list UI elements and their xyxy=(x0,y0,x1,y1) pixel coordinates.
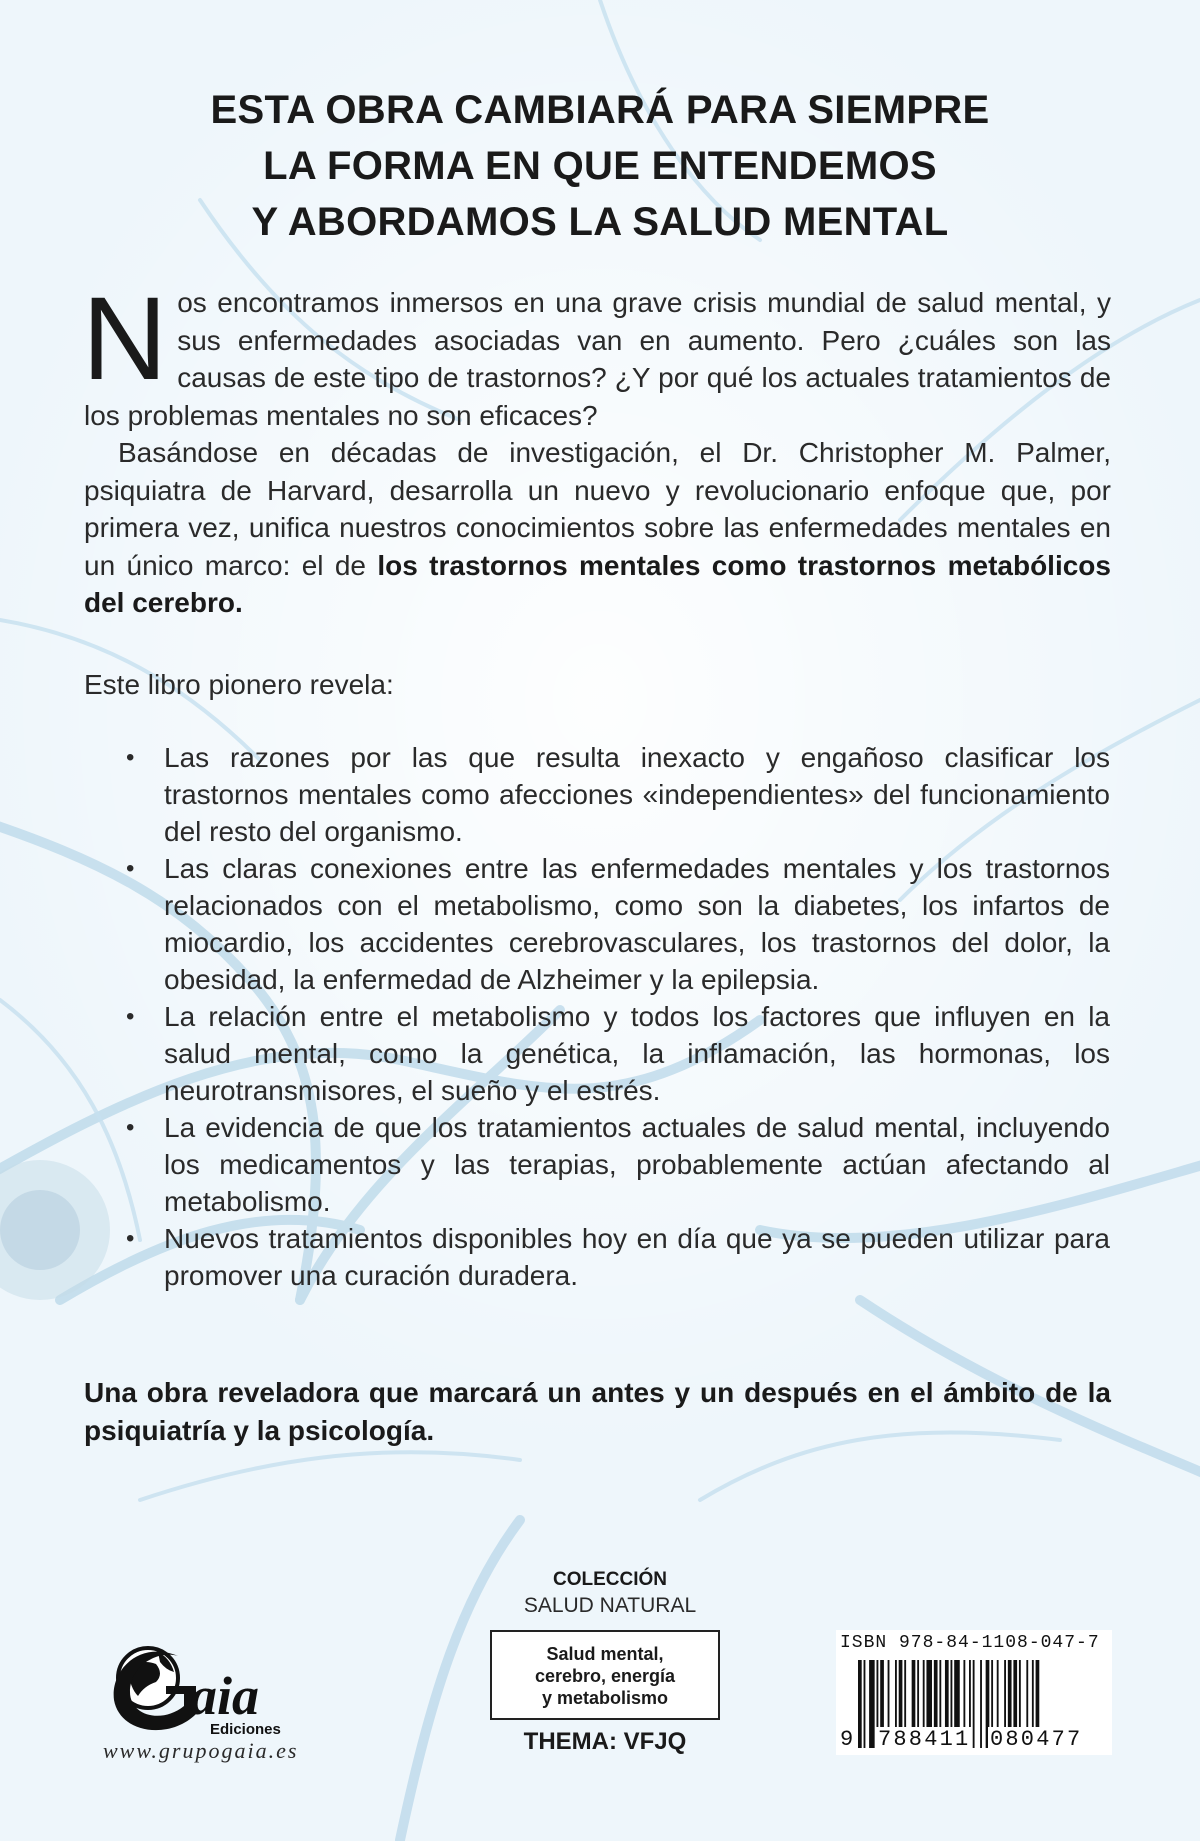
bullet-icon: • xyxy=(126,1003,135,1030)
intro-paragraph-1-text: os encontramos inmersos en una grave crisis mundial de salud mental, y sus enfermedades asociadas van en aumento. Pero ¿cuáles son las causas de este tipo de trastornos? ¿Y por qué los actuales tratamientos de los problemas mentales no son eficaces? xyxy=(84,287,1111,431)
bullet-icon: • xyxy=(126,744,135,771)
barcode-bar xyxy=(980,1660,982,1748)
list-item xyxy=(124,739,1110,850)
closing-statement: Una obra reveladora que marcará un antes y un después en el ámbito de la psiquiatría y la psicología. xyxy=(84,1377,1111,1446)
list-item-text: Las razones por las que resulta inexacto y engañoso clasificar los trastornos mentales como afecciones «independientes» del funcionamiento del resto del organismo. xyxy=(164,742,1110,847)
publisher-website: www.grupogaia.es xyxy=(103,1738,299,1763)
topic-line-2: cerebro, energía xyxy=(534,1666,676,1686)
headline-line-3: Y ABORDAMOS LA SALUD MENTAL xyxy=(251,200,949,244)
intro-paragraph-2-text: Basándose en décadas de investigación, el Dr. Christopher M. Palmer, psiquiatra de Harvard, desarrolla un nuevo y revolucionario enfoque que, por primera vez, unifica nuestros conocimientos sobre las enfermedades mentales en un único marco: el de xyxy=(84,437,1111,581)
list-item-text: Nuevos tratamientos disponibles hoy en día que ya se pueden utilizar para promover una curación duradera. xyxy=(164,1223,1110,1291)
drop-cap: N xyxy=(82,273,168,405)
barcode-bar xyxy=(864,1660,866,1748)
logo-subtext: Ediciones xyxy=(210,1721,281,1738)
topic-line-1: Salud mental, xyxy=(546,1644,664,1664)
list-item-text: La relación entre el metabolismo y todos los factores que influyen en la salud mental, como la genética, la inflamación, las hormonas, los neurotransmisores, el sueño y el estrés. xyxy=(164,1001,1110,1106)
bullet-icon: • xyxy=(126,855,135,882)
isbn-label: ISBN 978-84-1108-047-7 xyxy=(840,1633,1100,1653)
barcode-digit-first: 9 xyxy=(840,1727,856,1752)
collection-label: COLECCIÓN xyxy=(553,1569,667,1590)
bullet-icon: • xyxy=(126,1114,135,1141)
topic-line-3: y metabolismo xyxy=(541,1688,669,1708)
list-item-text: La evidencia de que los tratamientos actuales de salud mental, incluyendo los medicamentos y las terapias, probablemente actúan afectando al metabolismo. xyxy=(164,1112,1110,1217)
collection-name: SALUD NATURAL xyxy=(523,1594,697,1617)
list-item xyxy=(124,850,1110,998)
barcode-digits-group-1: 788411 xyxy=(878,1727,971,1752)
intro-text xyxy=(82,273,1111,622)
bullet-list xyxy=(124,739,1110,1294)
reveals-label: Este libro pionero revela: xyxy=(84,669,394,700)
headline-line-1: ESTA OBRA CAMBIARÁ PARA SIEMPRE xyxy=(210,88,990,132)
barcode-bar xyxy=(973,1660,975,1748)
barcode-bar xyxy=(858,1660,862,1748)
collection-info xyxy=(500,1568,720,1620)
topic-box xyxy=(490,1630,720,1720)
headline xyxy=(80,82,1120,250)
logo-wordmark: aia xyxy=(190,1666,260,1726)
barcode-bar xyxy=(869,1660,875,1748)
headline-line-2: LA FORMA EN QUE ENTENDEMOS xyxy=(263,144,937,188)
list-item xyxy=(124,1220,1110,1294)
bullet-icon: • xyxy=(126,1225,135,1252)
gaia-ediciones-logo xyxy=(100,1630,340,1750)
list-item xyxy=(124,998,1110,1109)
list-item xyxy=(124,1109,1110,1220)
list-item-text: Las claras conexiones entre las enfermedades mentales y los trastornos relacionados con el metabolismo, como son la diabetes, los infartos de miocardio, los accidentes cerebrovasculares, los trastornos del dolor, la obesidad, la enfermedad de Alzheimer y la epilepsia. xyxy=(164,853,1110,995)
intro-paragraph-2 xyxy=(84,434,1111,622)
intro-paragraph-1 xyxy=(82,273,1111,434)
intro-paragraph-2-bold: los trastornos mentales como trastornos metabólicos del cerebro. xyxy=(84,549,1111,618)
thema-code: THEMA: VFJQ xyxy=(523,1728,687,1755)
barcode-digits-group-2: 080477 xyxy=(990,1727,1083,1752)
